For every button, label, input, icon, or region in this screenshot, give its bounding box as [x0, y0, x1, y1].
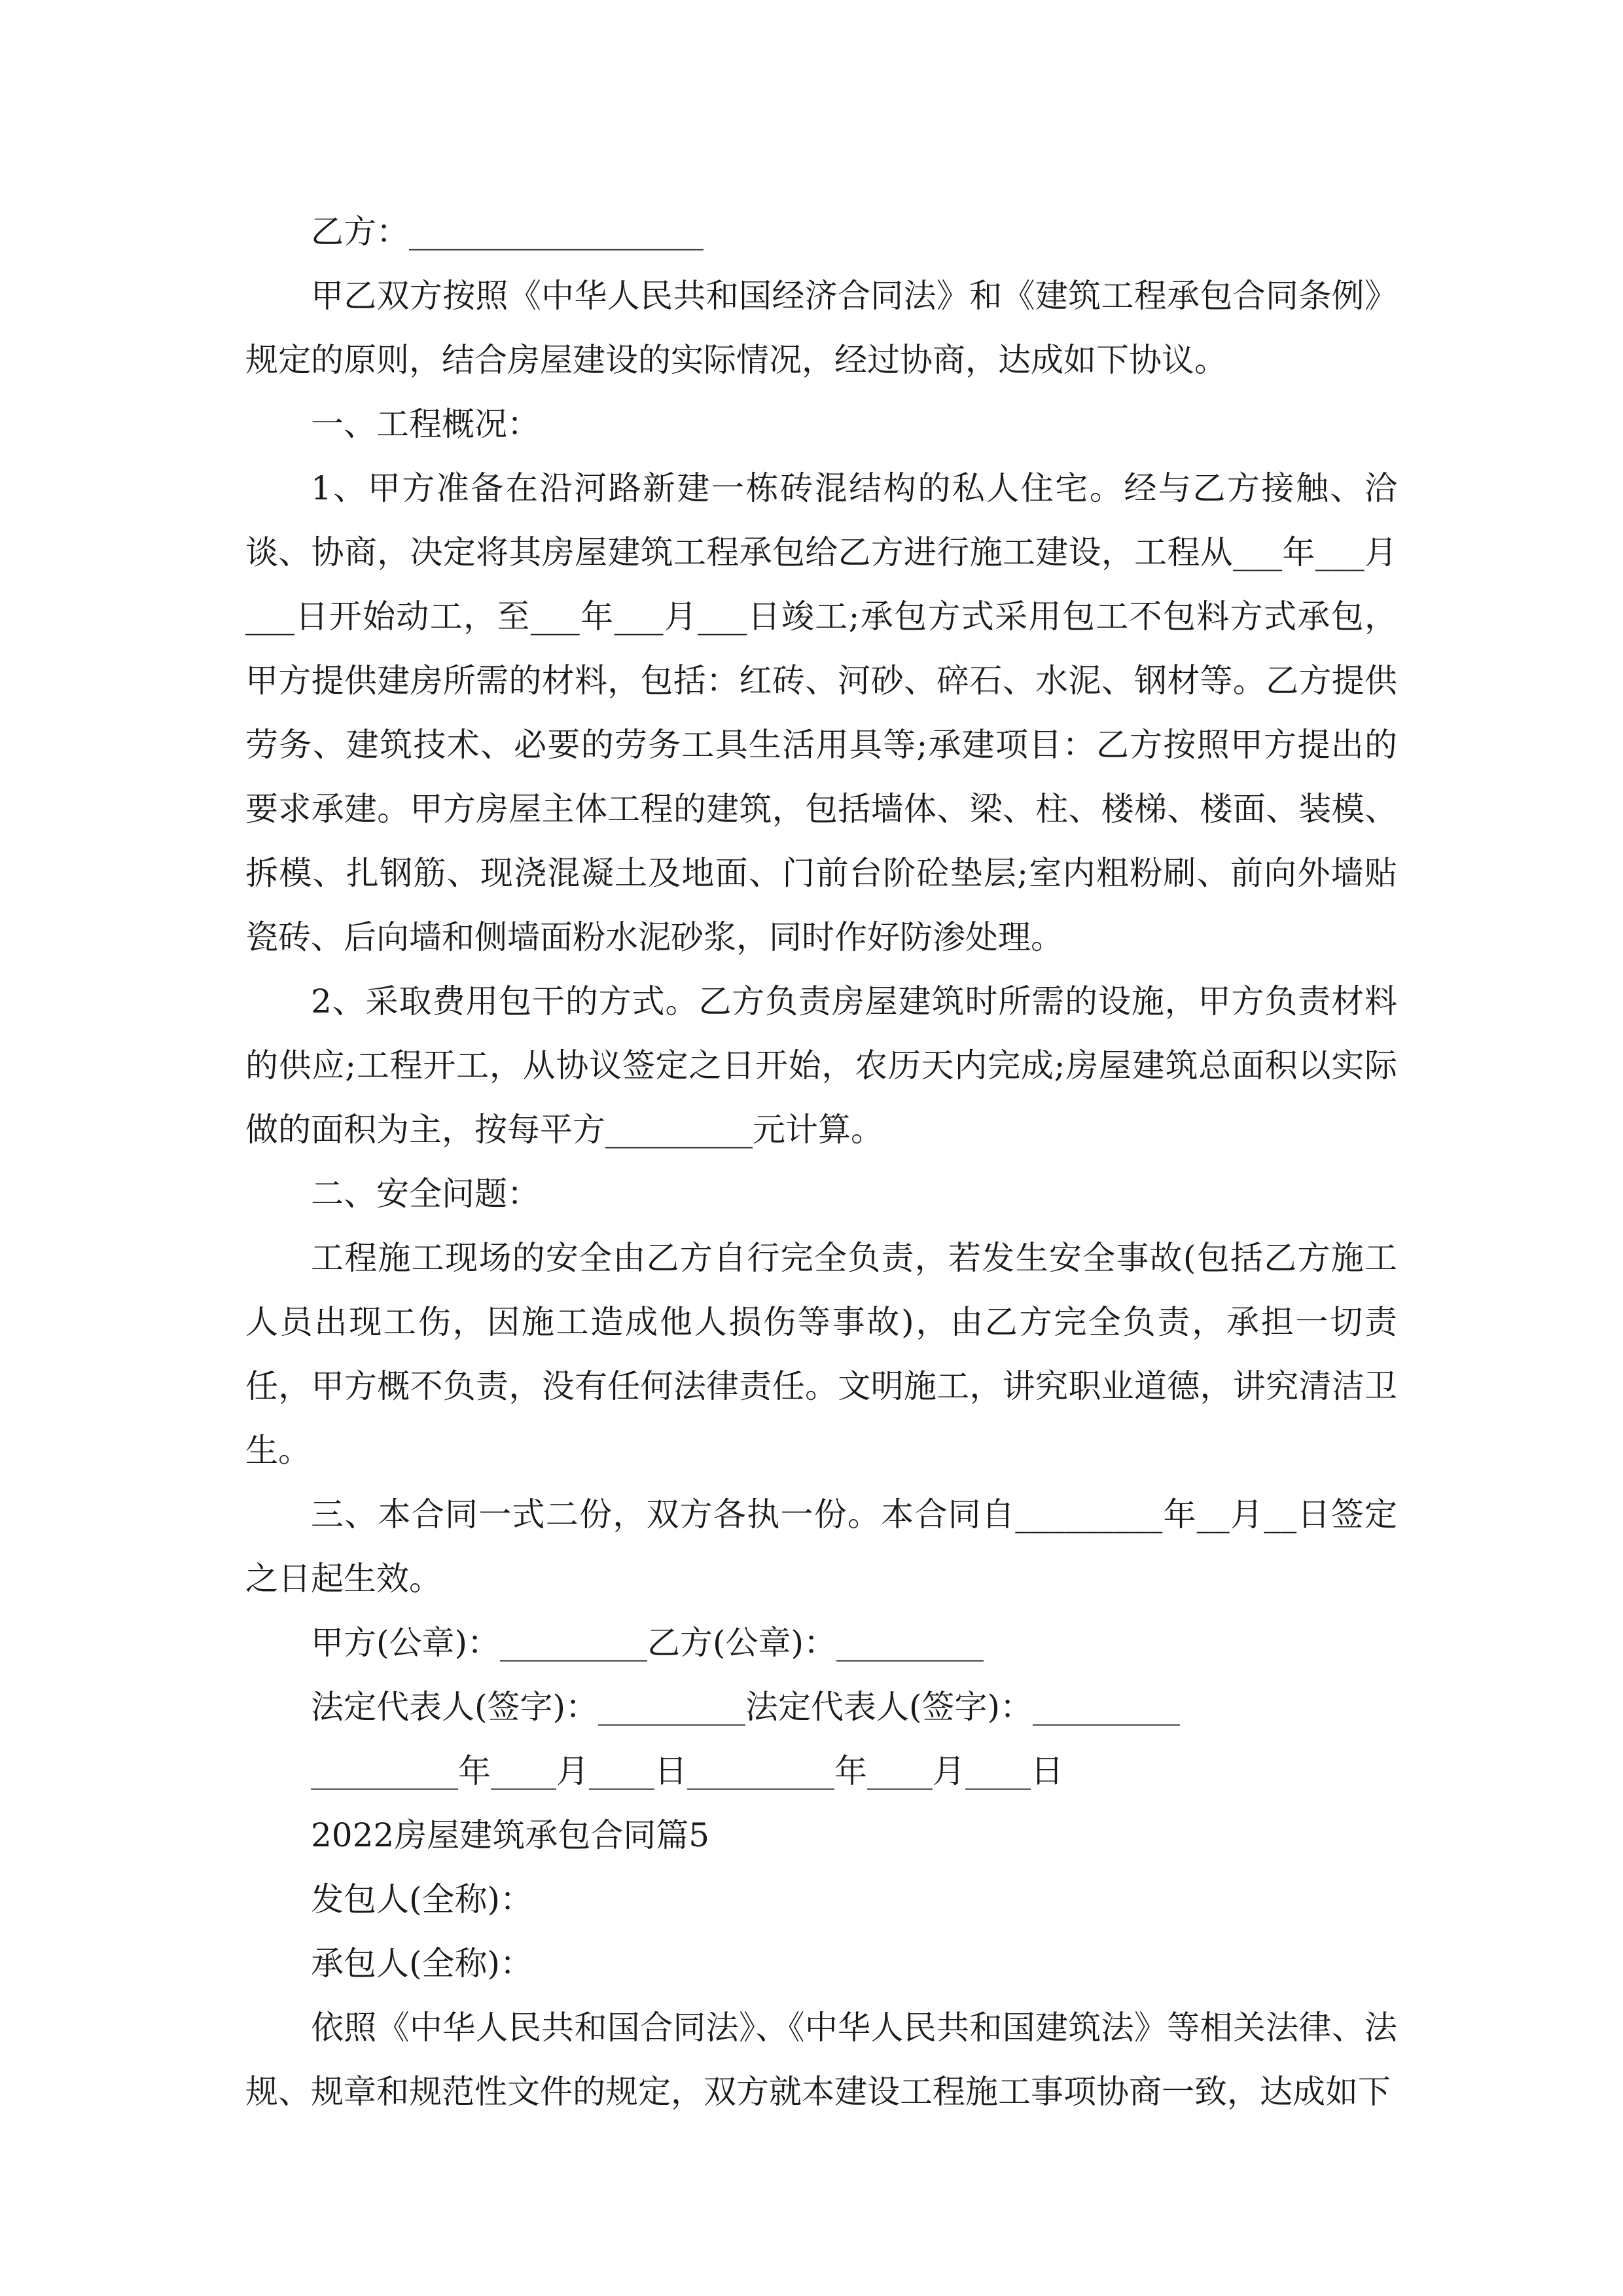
- clause-1-paragraph: 1、甲方准备在沿河路新建一栋砖混结构的私人住宅。经与乙方接触、洽谈、协商，决定将其房屋建筑工程承包给乙方进行施工建设，工程从___年___月___日开始动工，至___年___月___日竣工;承包方式采用包工不包料方式承包，甲方提供建房所需的材料，包括：红砖、河砂、碎石、水泥、钢材等。乙方提供劳务、建筑技术、必要的劳务工具生活用具等;承建项目：乙方按照甲方提出的要求承建。甲方房屋主体工程的建筑，包括墙体、梁、柱、楼梯、楼面、装模、拆模、扎钢筋、现浇混凝土及地面、门前台阶砼垫层;室内粗粉刷、前向外墙贴瓷砖、后向墙和侧墙面粉水泥砂浆，同时作好防渗处理。: [245, 469, 1397, 956]
- signature-line: 法定代表人(签字)：_________法定代表人(签字)：_________: [311, 1688, 1181, 1726]
- contract-title: 2022房屋建筑承包合同篇5: [311, 1816, 710, 1854]
- section-three-paragraph: 三、本合同一式二份，双方各执一份。本合同自_________年__月__日签定之日起生效。: [245, 1496, 1397, 1598]
- section-heading-safety: 二、安全问题：: [311, 1175, 540, 1213]
- contractor-line: 承包人(全称)：: [311, 1945, 533, 1982]
- legal-basis-paragraph: 依照《中华人民共和国合同法》、《中华人民共和国建筑法》等相关法律、法规、规章和规范性文件的规定，双方就本建设工程施工事项协商一致，达成如下: [245, 2009, 1397, 2111]
- section-heading-project-overview: 一、工程概况：: [311, 405, 540, 443]
- document-body: [245, 200, 1397, 2124]
- seal-line: 甲方(公章)：_________乙方(公章)：_________: [311, 1624, 984, 1662]
- employer-line: 发包人(全称)：: [311, 1880, 533, 1918]
- preamble-paragraph: 甲乙双方按照《中华人民共和国经济合同法》和《建筑工程承包合同条例》规定的原则，结合房屋建设的实际情况，经过协商，达成如下协议。: [245, 277, 1397, 379]
- safety-paragraph: 工程施工现场的安全由乙方自行完全负责，若发生安全事故(包括乙方施工人员出现工伤，因施工造成他人损伤等事故)，由乙方完全负责，承担一切责任，甲方概不负责，没有任何法律责任。文明施工，讲究职业道德，讲究清洁卫生。: [245, 1239, 1397, 1469]
- date-line: _________年____月____日_________年____月____日: [311, 1752, 1063, 1790]
- party-b-line: 乙方：__________________: [311, 213, 704, 251]
- clause-2-paragraph: 2、采取费用包干的方式。乙方负责房屋建筑时所需的设施，甲方负责材料的供应;工程开工，从协议签定之日开始，农历天内完成;房屋建筑总面积以实际做的面积为主，按每平方_________元计算。: [245, 982, 1397, 1149]
